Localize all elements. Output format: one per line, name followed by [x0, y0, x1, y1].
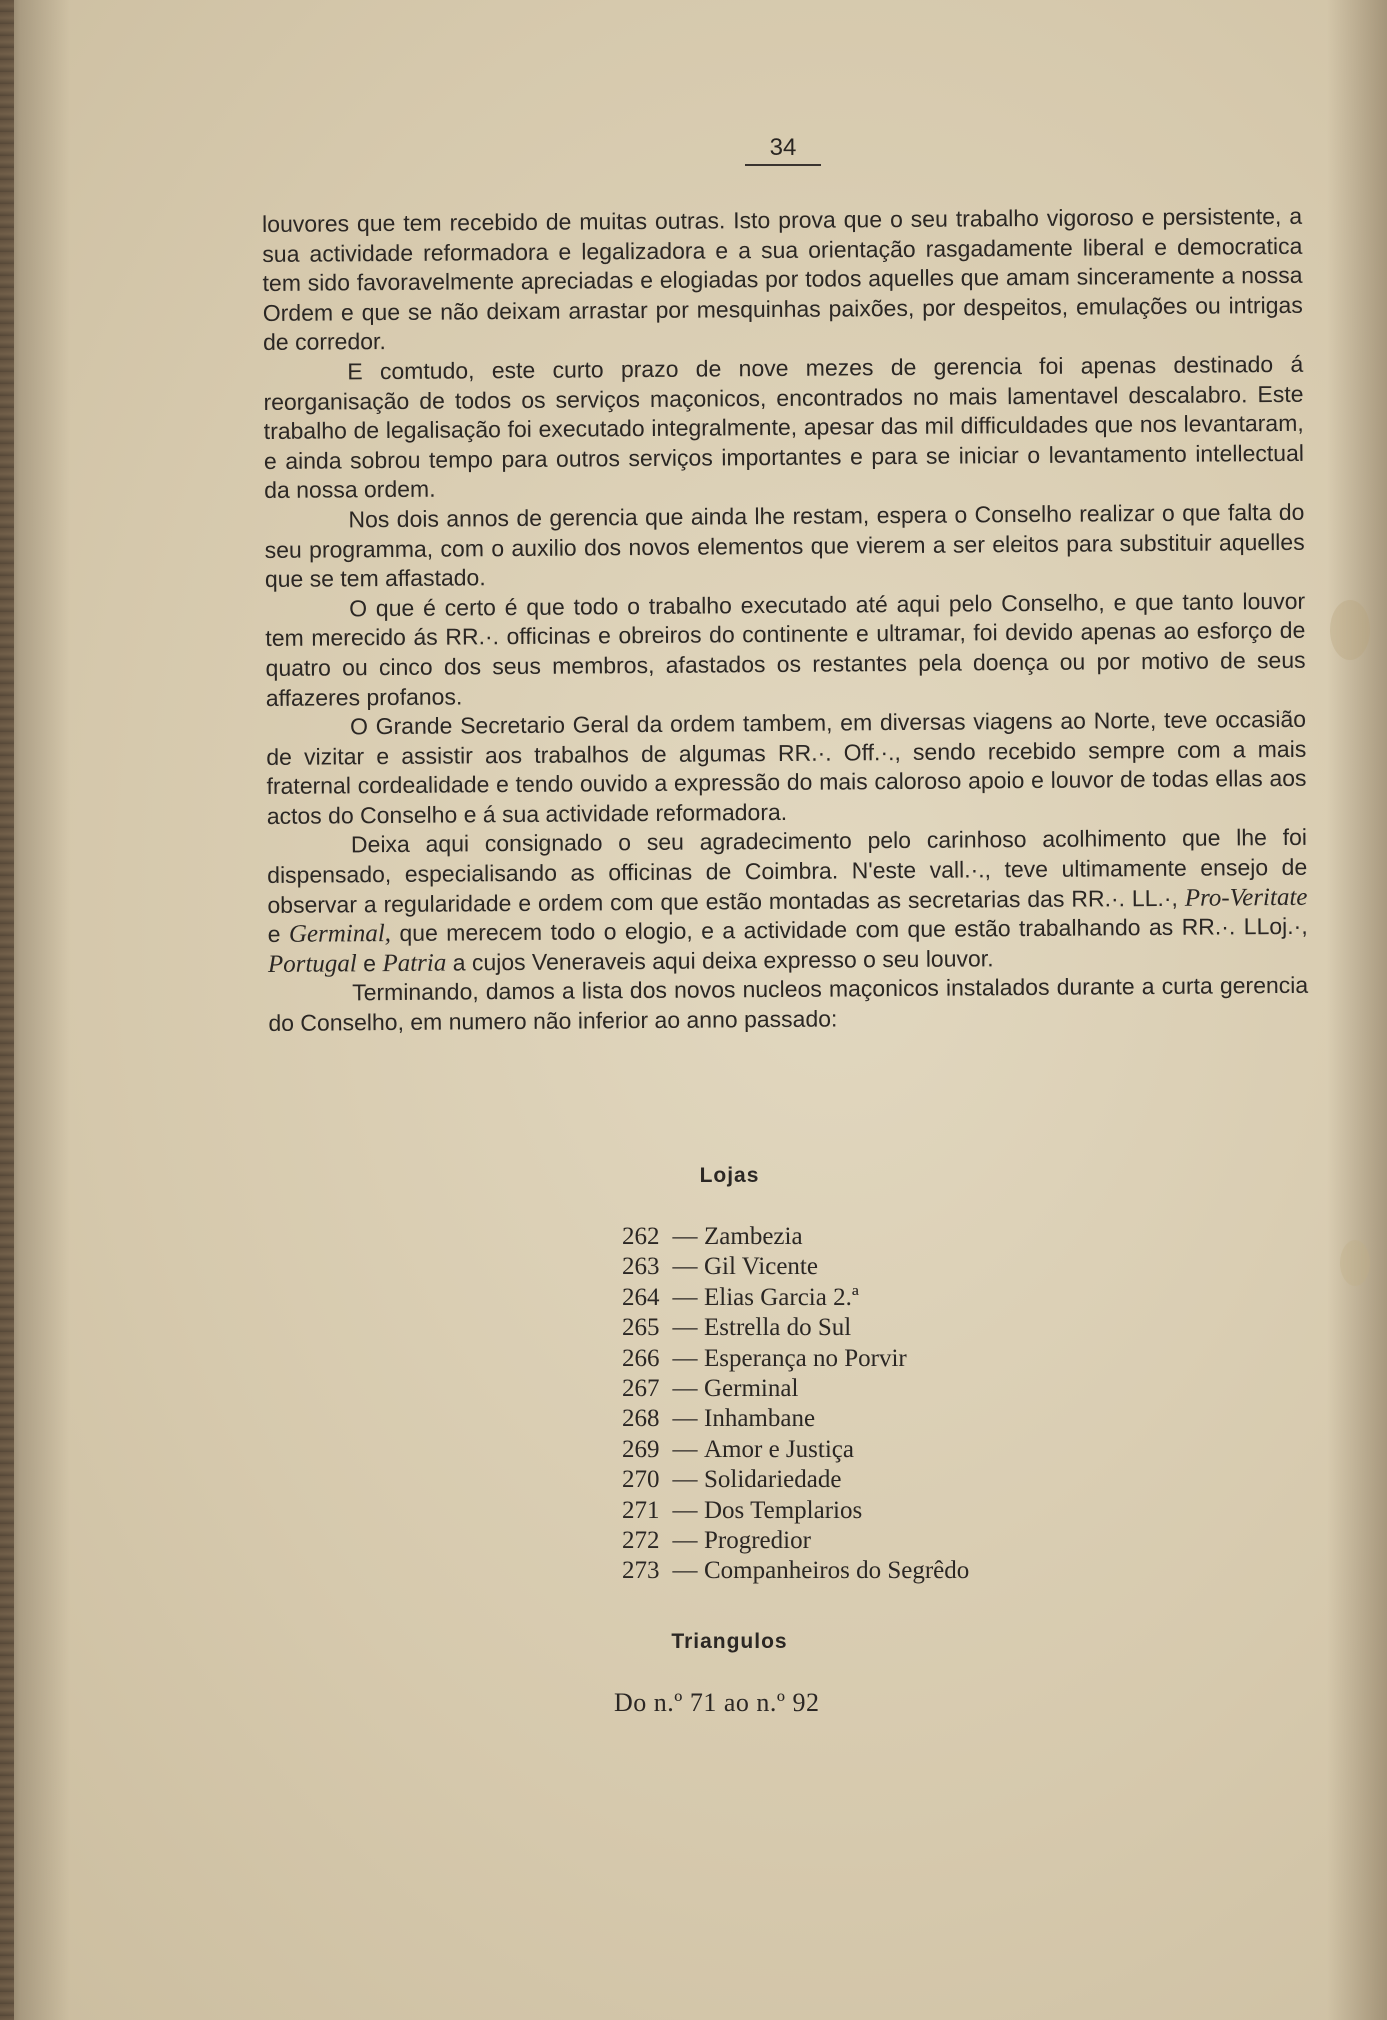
triangulos-range: Do n.º 71 ao n.º 92: [614, 1688, 820, 1717]
lodge-number: 265: [622, 1314, 660, 1342]
lodge-number: 273: [622, 1557, 660, 1585]
lodge-list-item: [622, 1435, 969, 1465]
text-run: e: [267, 921, 290, 948]
lodge-list-item: [622, 1252, 969, 1282]
lodge-list-item: [622, 1556, 969, 1586]
text-run: que merecem todo o elogio, e a actividade com que estão trabalhando as RR.·. LLoj.·,: [390, 913, 1308, 947]
lodge-separator: —: [672, 1435, 698, 1463]
book-spine-edge: [0, 0, 14, 2020]
lodge-separator: —: [672, 1405, 698, 1433]
lodge-name: Germinal: [704, 1375, 799, 1403]
lodge-separator: —: [672, 1466, 698, 1494]
paragraph-closing: Terminando, damos a lista dos novos nucleos maçonicos instalados durante a curta gerencia do Conselho, em numero não inferior ao anno passado:: [268, 972, 1309, 1037]
lodge-list-item: [622, 1526, 969, 1556]
lodge-separator: —: [672, 1344, 698, 1372]
lodge-name: Amor e Justiça: [704, 1435, 854, 1463]
text-run: e: [356, 949, 383, 977]
body-text: [262, 202, 1308, 1039]
paper-stain: [1340, 1240, 1370, 1286]
lodge-list-item: [622, 1283, 969, 1313]
lodge-list: [622, 1222, 969, 1587]
paragraph-thanks: [267, 823, 1308, 979]
lodge-name: Dos Templarios: [704, 1496, 863, 1524]
paragraph: O que é certo é que todo o trabalho executado até aqui pelo Conselho, e que tanto louvor tem merecido ás RR.·. officinas e obreiros do continente e ultramar, foi devido apenas ao esforço de quatro ou cinco dos seus membros, afastados os restantes pela doença ou por motivo de seus affazeres profanos.: [265, 587, 1306, 711]
paragraph: louvores que tem recebido de muitas outras. Isto prova que o seu trabalho vigoroso e persistente, a sua actividade reformadora e legalizadora e a sua orientação rasgadamente liberal e democratica tem sido favoravelmente apreciadas e elogiadas por todos aquelles que amam sinceramente a nossa Ordem e que se não deixam arrastar por mesquinhas paixões, por despeitos, emulações ou intrigas de corredor.: [262, 202, 1303, 356]
lodge-list-item: [622, 1496, 969, 1526]
lodge-separator: —: [672, 1283, 698, 1311]
paper-stain: [1330, 600, 1370, 660]
lodge-number: 270: [622, 1466, 660, 1494]
lodge-name: Inhambane: [704, 1405, 816, 1433]
lodge-name: Esperança no Porvir: [704, 1344, 907, 1372]
lodge-separator: —: [672, 1375, 698, 1403]
lodge-name: Zambezia: [704, 1223, 803, 1250]
lodge-list-item: [622, 1404, 969, 1434]
lodge-list-item: [622, 1374, 969, 1404]
lodge-number: 269: [622, 1435, 660, 1463]
lodge-separator: —: [672, 1253, 698, 1281]
lodge-list-item: [622, 1344, 969, 1374]
lodge-name: Gil Vicente: [704, 1253, 818, 1281]
lodge-name: Progredior: [704, 1527, 811, 1555]
triangulos-heading: Triangulos: [671, 1630, 788, 1653]
paragraph: O Grande Secretario Geral da ordem tambem, em diversas viagens ao Norte, teve occasião de vizitar e assistir aos trabalhos de algumas RR.·. Off.·., sendo recebido sempre com a mais fraternal cordealidade e tendo ouvido a expressão do mais caloroso apoio e louvor de todas ellas aos actos do Conselho e á sua actividade reformadora.: [266, 705, 1307, 829]
lodge-number: 264: [622, 1283, 660, 1311]
lodge-name-portugal: Portugal: [267, 950, 357, 978]
lodge-separator: —: [672, 1314, 698, 1342]
lodge-name: Estrella do Sul: [704, 1314, 852, 1342]
lodge-separator: —: [672, 1496, 698, 1524]
lodge-number: 272: [622, 1527, 660, 1555]
paragraph: Nos dois annos de gerencia que ainda lhe restam, espera o Conselho realizar o que falta do seu programma, com o auxilio dos novos elementos que vierem a ser eleitos para substituir aquelles que se tem affastado.: [264, 498, 1305, 593]
text-run: a cujos Veneraveis aqui deixa expresso o seu louvor.: [446, 945, 994, 976]
lodge-number: 268: [622, 1405, 660, 1433]
lodge-name-pro-veritate: Pro-Veritate: [1184, 883, 1308, 912]
lodge-number: 267: [622, 1375, 660, 1403]
lodge-name: Solidariedade: [704, 1466, 842, 1494]
lodge-list-item: [622, 1313, 969, 1343]
lodge-name: Elias Garcia 2.ª: [704, 1283, 859, 1311]
lodge-separator: —: [672, 1527, 698, 1555]
lodge-separator: —: [672, 1557, 698, 1585]
paragraph-group: [262, 202, 1307, 832]
lodge-number: 262: [622, 1223, 660, 1250]
lodge-number: 263: [622, 1253, 660, 1281]
lodge-list-item: [622, 1222, 969, 1252]
text-run: Deixa aqui consignado o seu agradecimento pelo carinhoso acolhimento que lhe foi dispensado, especialisando as officinas de Coimbra. N'este vall.·., teve ultimamente ensejo de observar a regularidade e ordem com que estão montadas as secretarias das RR.·. LL.·,: [267, 824, 1308, 918]
lodge-list-item: [622, 1465, 969, 1495]
page-number: 34: [745, 134, 821, 166]
lodge-separator: —: [672, 1223, 698, 1250]
lodge-number: 271: [622, 1496, 660, 1524]
paragraph: E comtudo, este curto prazo de nove mezes de gerencia foi apenas destinado á reorganisação de todos os serviços maçonicos, encontrados no mais lamentavel descalabro. Este trabalho de legalisação foi executado integralmente, apesar das mil difficuldades que nos levantaram, e ainda sobrou tempo para outros serviços importantes e para se iniciar o levantamento intellectual da nossa ordem.: [263, 350, 1305, 504]
lojas-heading: Lojas: [699, 1164, 760, 1187]
lodge-name-patria: Patria: [382, 949, 447, 977]
lodge-number: 266: [622, 1344, 660, 1372]
lodge-name-germinal: Germinal,: [288, 920, 392, 949]
lodge-name: Companheiros do Segrêdo: [704, 1557, 970, 1585]
